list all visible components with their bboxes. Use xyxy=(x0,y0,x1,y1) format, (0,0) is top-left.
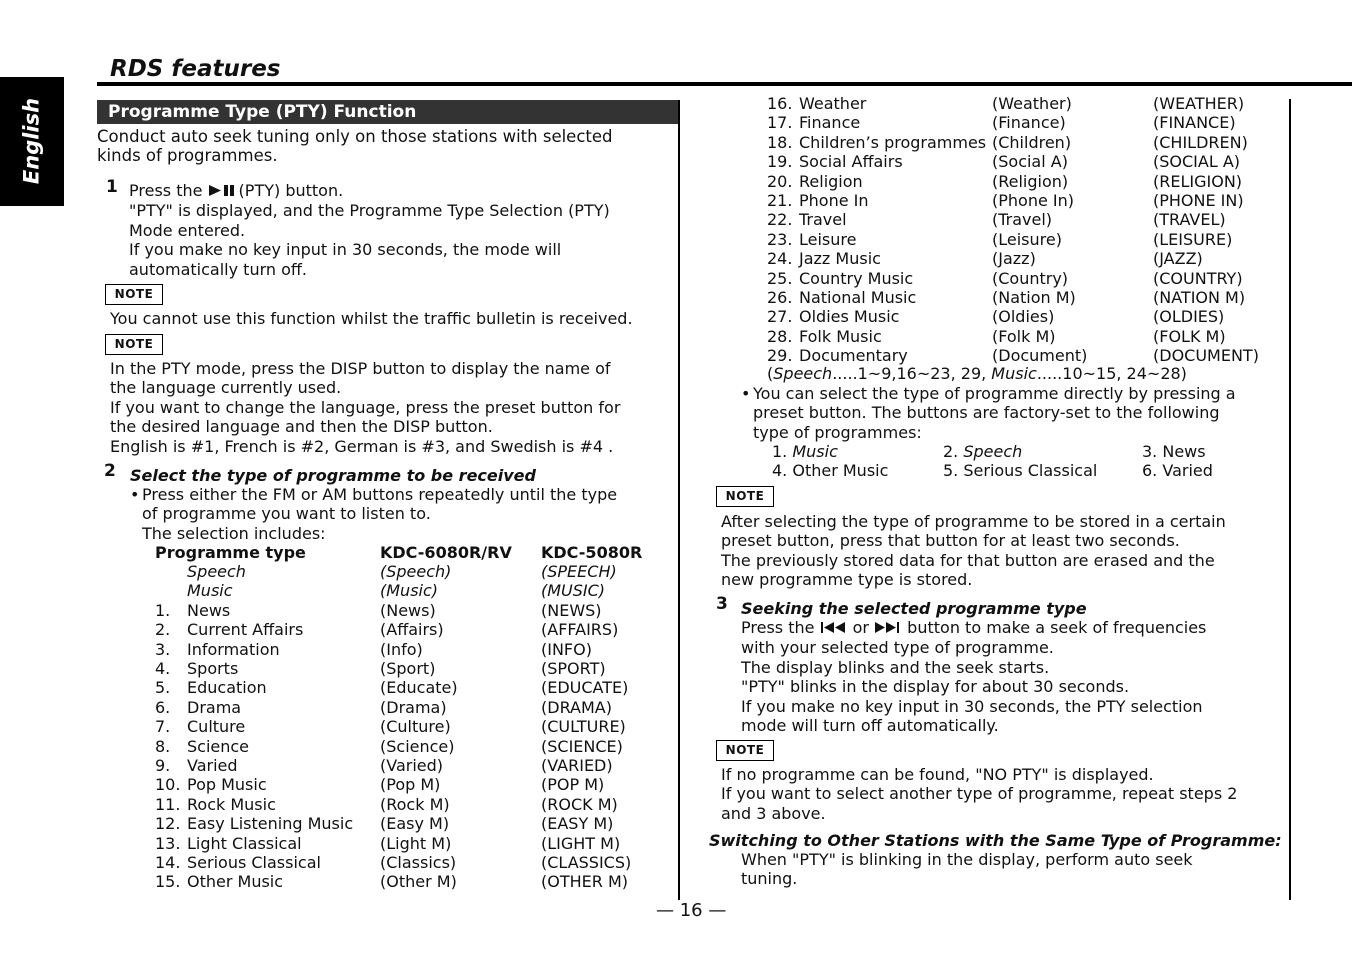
preset-item xyxy=(943,461,1097,480)
previous-track-icon xyxy=(820,619,848,638)
note-3-text xyxy=(721,512,1226,590)
note-line: If you want to change the language, press the preset button for xyxy=(110,397,621,417)
table-cell-number: 18. xyxy=(767,132,793,152)
preset-text xyxy=(753,384,1236,442)
preset-item xyxy=(1142,442,1206,461)
table-cell-programme: News xyxy=(187,600,231,620)
preset-item-num: 6. xyxy=(1142,461,1158,480)
preset-line: You can select the type of programme directly by pressing a xyxy=(753,384,1236,403)
preset-item-num: 2. xyxy=(943,442,959,461)
table-cell-kdc-6080r: (Phone In) xyxy=(992,191,1074,210)
table-cell-number: 11. xyxy=(155,794,181,814)
preset-item xyxy=(772,461,888,480)
table-cell-kdc-6080r: (Light M) xyxy=(380,833,452,853)
preset-item xyxy=(943,442,1022,461)
step-2-bullet: • xyxy=(130,485,140,504)
table-cell-number: 26. xyxy=(767,288,793,307)
note-2-text xyxy=(110,359,620,456)
table-cell-number: 24. xyxy=(767,249,793,269)
switching-title: Switching to Other Stations with the Same Type of Programme: xyxy=(709,831,1282,850)
step-1-line: Mode entered. xyxy=(129,220,246,240)
step-3-text: button to make a seek of frequencies xyxy=(902,618,1207,637)
table-header-programme-type: Programme type xyxy=(155,543,306,562)
range-text: .....1~9,16~23, 29, xyxy=(832,364,992,383)
table-cell-kdc-6080r: (Affairs) xyxy=(380,620,444,640)
table-cell-kdc-6080r: (Jazz) xyxy=(992,249,1036,269)
step-1-text: Press the xyxy=(129,181,208,200)
column-divider-right xyxy=(1289,99,1291,900)
preset-bullet: • xyxy=(741,384,751,403)
table-cell-kdc-6080r: (Speech) xyxy=(380,562,452,581)
table-cell-programme: Leisure xyxy=(799,229,857,249)
table-cell-number: 19. xyxy=(767,152,793,172)
preset-item-label: News xyxy=(1162,442,1206,461)
table-cell-number: 7. xyxy=(155,717,171,737)
table-cell-programme: Travel xyxy=(799,210,847,230)
step-3-body xyxy=(741,618,1206,735)
table-cell-number: 22. xyxy=(767,210,793,230)
table-cell-number: 29. xyxy=(767,346,793,366)
step-2-number: 2 xyxy=(104,461,116,481)
table-cell-programme: Rock Music xyxy=(187,794,276,814)
table-cell-programme: Finance xyxy=(799,113,861,133)
range-text: ( xyxy=(767,364,774,383)
table-cell-kdc-5080r: (INFO) xyxy=(541,639,592,659)
table-cell-kdc-6080r: (Science) xyxy=(380,736,455,756)
table-cell-kdc-5080r: (NATION M) xyxy=(1153,288,1246,307)
table-cell-programme: Current Affairs xyxy=(187,620,304,640)
switching-line: When "PTY" is blinking in the display, perform auto seek xyxy=(741,850,1193,869)
step-3-text: or xyxy=(847,618,875,637)
table-header-kdc-5080r: KDC-5080R xyxy=(541,543,643,562)
table-cell-kdc-6080r: (Sport) xyxy=(380,659,436,678)
table-cell-kdc-5080r: (OLDIES) xyxy=(1153,307,1225,327)
header-rule xyxy=(97,82,1352,86)
table-cell-number: 15. xyxy=(155,872,181,892)
table-cell-programme: Light Classical xyxy=(187,833,302,853)
note-line: preset button, press that button for at least two seconds. xyxy=(721,531,1180,551)
table-cell-programme: Social Affairs xyxy=(799,152,903,172)
table-cell-kdc-6080r: (Children) xyxy=(992,132,1072,152)
table-cell-kdc-6080r: (Easy M) xyxy=(380,814,450,834)
note-label: NOTE xyxy=(105,334,163,355)
step-3-text: Press the xyxy=(741,618,820,637)
table-cell-number: 5. xyxy=(155,678,171,698)
note-line: In the PTY mode, press the DISP button to display the name of xyxy=(110,359,611,378)
table-cell-number: 28. xyxy=(767,326,793,346)
table-cell-kdc-6080r: (Country) xyxy=(992,268,1069,288)
table-cell-programme: Phone In xyxy=(799,191,869,210)
range-note xyxy=(767,364,1187,383)
step-1-line xyxy=(129,181,610,201)
preset-item xyxy=(1142,461,1213,480)
table-cell-number: 2. xyxy=(155,620,171,640)
table-cell-kdc-5080r: (CLASSICS) xyxy=(541,853,632,872)
table-cell-kdc-5080r: (AFFAIRS) xyxy=(541,620,619,640)
note-line: After selecting the type of programme to be stored in a certain xyxy=(721,512,1226,531)
table-cell-programme: Country Music xyxy=(799,268,914,288)
table-cell-programme: Information xyxy=(187,639,280,659)
intro-line: Conduct auto seek tuning only on those stations with selected xyxy=(97,127,613,146)
table-cell-kdc-5080r: (SPEECH) xyxy=(541,562,617,581)
table-cell-programme: Music xyxy=(187,581,233,601)
table-cell-number: 13. xyxy=(155,833,181,853)
table-cell-kdc-6080r: (Music) xyxy=(380,581,439,601)
step-3-title: Seeking the selected programme type xyxy=(741,599,1087,618)
table-cell-programme: Other Music xyxy=(187,872,284,892)
note-line: the language currently used. xyxy=(110,378,342,398)
table-cell-programme: Sports xyxy=(187,659,239,678)
step-3-line xyxy=(741,618,1206,638)
preset-item-num: 1. xyxy=(772,442,788,461)
range-music: Music xyxy=(991,364,1037,383)
table-cell-kdc-5080r: (OTHER M) xyxy=(541,872,628,892)
table-cell-kdc-5080r: (ROCK M) xyxy=(541,794,618,814)
step-3-line: If you make no key input in 30 seconds, the PTY selection xyxy=(741,696,1203,716)
note-line: the desired language and then the DISP button. xyxy=(110,417,493,437)
table-cell-number: 6. xyxy=(155,697,171,717)
table-cell-programme: Easy Listening Music xyxy=(187,814,354,834)
table-cell-number: 8. xyxy=(155,736,171,756)
table-cell-programme: Jazz Music xyxy=(799,249,881,269)
note-line: new programme type is stored. xyxy=(721,570,973,590)
range-speech: Speech xyxy=(773,364,833,383)
table-cell-kdc-6080r: (Weather) xyxy=(992,94,1072,113)
table-cell-kdc-5080r: (LEISURE) xyxy=(1153,229,1233,249)
preset-item-label: Serious Classical xyxy=(963,461,1098,480)
table-cell-programme: Culture xyxy=(187,717,246,737)
note-label: NOTE xyxy=(716,486,774,507)
table-cell-number: 9. xyxy=(155,756,171,775)
page-title: RDS features xyxy=(110,56,281,82)
intro-line: kinds of programmes. xyxy=(97,146,278,166)
table-cell-kdc-5080r: (NEWS) xyxy=(541,600,602,620)
table-cell-kdc-5080r: (DRAMA) xyxy=(541,697,612,717)
table-cell-programme: Pop Music xyxy=(187,775,267,795)
table-header-kdc-6080r: KDC-6080R/RV xyxy=(380,543,512,562)
table-cell-number: 16. xyxy=(767,94,793,113)
table-cell-kdc-5080r: (MUSIC) xyxy=(541,581,606,601)
language-tab xyxy=(0,77,64,206)
table-cell-kdc-6080r: (Drama) xyxy=(380,697,447,717)
table-cell-kdc-5080r: (POP M) xyxy=(541,775,605,795)
preset-item-label: Varied xyxy=(1162,461,1213,480)
table-cell-programme: Varied xyxy=(187,756,238,775)
table-cell-kdc-5080r: (CHILDREN) xyxy=(1153,132,1248,152)
table-cell-kdc-5080r: (CULTURE) xyxy=(541,717,626,737)
table-cell-number: 23. xyxy=(767,229,793,249)
table-cell-programme: Drama xyxy=(187,697,242,717)
table-cell-number: 14. xyxy=(155,853,181,872)
table-cell-programme: National Music xyxy=(799,288,917,307)
table-cell-kdc-6080r: (Nation M) xyxy=(992,288,1076,307)
table-cell-kdc-6080r: (Folk M) xyxy=(992,326,1056,346)
table-cell-kdc-6080r: (Finance) xyxy=(992,113,1066,133)
language-label: English xyxy=(19,97,44,185)
table-cell-kdc-5080r: (EASY M) xyxy=(541,814,614,834)
preset-item-label: Speech xyxy=(963,442,1023,461)
table-cell-number: 17. xyxy=(767,113,793,133)
step-3-line: mode will turn off automatically. xyxy=(741,716,999,736)
preset-item xyxy=(772,442,838,461)
step-1-text: (PTY) button. xyxy=(238,181,344,200)
table-cell-programme: Documentary xyxy=(799,346,908,366)
step-2-title: Select the type of programme to be received xyxy=(130,466,536,485)
table-cell-number: 25. xyxy=(767,268,793,288)
table-cell-kdc-5080r: (RELIGION) xyxy=(1153,171,1243,191)
table-cell-kdc-5080r: (FOLK M) xyxy=(1153,326,1226,346)
table-cell-kdc-6080r: (Oldies) xyxy=(992,307,1055,327)
intro-text xyxy=(97,127,613,166)
preset-item-label: Other Music xyxy=(792,461,889,480)
table-cell-number: 12. xyxy=(155,814,181,834)
table-cell-kdc-5080r: (SOCIAL A) xyxy=(1153,152,1241,172)
table-cell-kdc-6080r: (Pop M) xyxy=(380,775,441,795)
table-cell-number: 21. xyxy=(767,191,793,210)
next-track-icon xyxy=(874,619,902,638)
note-line: If you want to select another type of programme, repeat steps 2 xyxy=(721,784,1238,804)
table-cell-kdc-5080r: (COUNTRY) xyxy=(1153,268,1243,288)
step-2-line: Press either the FM or AM buttons repeatedly until the type xyxy=(142,485,618,504)
table-cell-number: 1. xyxy=(155,600,171,620)
table-cell-kdc-6080r: (Classics) xyxy=(380,853,457,872)
section-heading: Programme Type (PTY) Function xyxy=(97,100,679,124)
table-cell-kdc-6080r: (Social A) xyxy=(992,152,1068,172)
table-cell-programme: Weather xyxy=(799,94,867,113)
step-3-number: 3 xyxy=(716,594,728,614)
step-3-line: "PTY" blinks in the display for about 30 seconds. xyxy=(741,677,1130,697)
step-2-body xyxy=(142,485,617,543)
table-cell-number: 10. xyxy=(155,775,181,795)
page-number: — 16 — xyxy=(656,900,727,921)
column-divider-left xyxy=(678,100,680,900)
step-2-line: of programme you want to listen to. xyxy=(142,504,431,524)
table-cell-kdc-6080r: (Travel) xyxy=(992,210,1053,230)
table-cell-kdc-5080r: (JAZZ) xyxy=(1153,249,1203,269)
table-cell-kdc-6080r: (Info) xyxy=(380,639,423,659)
table-cell-programme: Education xyxy=(187,678,267,698)
table-cell-kdc-6080r: (Culture) xyxy=(380,717,451,737)
table-cell-number: 3. xyxy=(155,639,171,659)
note-line: The previously stored data for that button are erased and the xyxy=(721,550,1215,570)
preset-item-num: 5. xyxy=(943,461,959,480)
note-1-text: You cannot use this function whilst the traffic bulletin is received. xyxy=(110,309,633,328)
table-cell-kdc-5080r: (EDUCATE) xyxy=(541,678,629,698)
table-cell-programme: Children’s programmes xyxy=(799,132,987,152)
table-cell-number: 20. xyxy=(767,171,793,191)
step-1-number: 1 xyxy=(106,177,118,197)
table-cell-kdc-6080r: (Other M) xyxy=(380,872,457,892)
preset-item-num: 4. xyxy=(772,461,788,480)
note-label: NOTE xyxy=(105,284,163,305)
preset-line: type of programmes: xyxy=(753,422,922,442)
table-cell-programme: Oldies Music xyxy=(799,307,900,327)
table-cell-programme: Serious Classical xyxy=(187,853,321,872)
step-1-line: automatically turn off. xyxy=(129,259,307,279)
table-cell-kdc-5080r: (FINANCE) xyxy=(1153,113,1236,133)
table-cell-kdc-5080r: (TRAVEL) xyxy=(1153,210,1226,230)
table-cell-programme: Folk Music xyxy=(799,326,882,346)
table-cell-number: 4. xyxy=(155,659,171,678)
table-cell-kdc-6080r: (Educate) xyxy=(380,678,458,698)
note-line: If no programme can be found, "NO PTY" is displayed. xyxy=(721,765,1154,784)
table-cell-kdc-5080r: (SCIENCE) xyxy=(541,736,623,756)
table-cell-kdc-6080r: (Rock M) xyxy=(380,794,450,814)
step-3-line: The display blinks and the seek starts. xyxy=(741,657,1050,677)
table-cell-number: 27. xyxy=(767,307,793,327)
range-text: .....10~15, 24~28) xyxy=(1036,364,1187,383)
table-cell-kdc-6080r: (News) xyxy=(380,600,436,620)
preset-item-label: Music xyxy=(792,442,838,461)
table-cell-programme: Speech xyxy=(187,562,246,581)
preset-item-num: 3. xyxy=(1142,442,1158,461)
step-1-line: "PTY" is displayed, and the Programme Type Selection (PTY) xyxy=(129,201,610,221)
table-cell-kdc-6080r: (Document) xyxy=(992,346,1088,366)
step-1-body xyxy=(129,181,610,279)
note-line: and 3 above. xyxy=(721,803,826,823)
table-cell-kdc-5080r: (LIGHT M) xyxy=(541,833,621,853)
step-1-line: If you make no key input in 30 seconds, the mode will xyxy=(129,240,562,260)
table-cell-kdc-5080r: (SPORT) xyxy=(541,659,606,678)
table-cell-kdc-5080r: (WEATHER) xyxy=(1153,94,1245,113)
table-cell-kdc-5080r: (VARIED) xyxy=(541,756,613,775)
table-cell-programme: Religion xyxy=(799,171,863,191)
table-cell-kdc-6080r: (Varied) xyxy=(380,756,444,775)
play-pause-icon xyxy=(208,182,239,201)
table-cell-kdc-5080r: (PHONE IN) xyxy=(1153,191,1244,210)
table-cell-kdc-6080r: (Leisure) xyxy=(992,229,1062,249)
switching-body xyxy=(741,850,1193,889)
preset-line: preset button. The buttons are factory-set to the following xyxy=(753,403,1220,423)
note-line: English is #1, French is #2, German is #3, and Swedish is #4 . xyxy=(110,436,614,456)
step-2-line: The selection includes: xyxy=(142,523,326,543)
table-cell-kdc-5080r: (DOCUMENT) xyxy=(1153,346,1259,366)
step-3-line: with your selected type of programme. xyxy=(741,638,1054,658)
switching-line: tuning. xyxy=(741,869,798,889)
table-cell-programme: Science xyxy=(187,736,250,756)
note-label: NOTE xyxy=(716,740,774,761)
table-cell-kdc-6080r: (Religion) xyxy=(992,171,1069,191)
note-4-text xyxy=(721,765,1237,823)
